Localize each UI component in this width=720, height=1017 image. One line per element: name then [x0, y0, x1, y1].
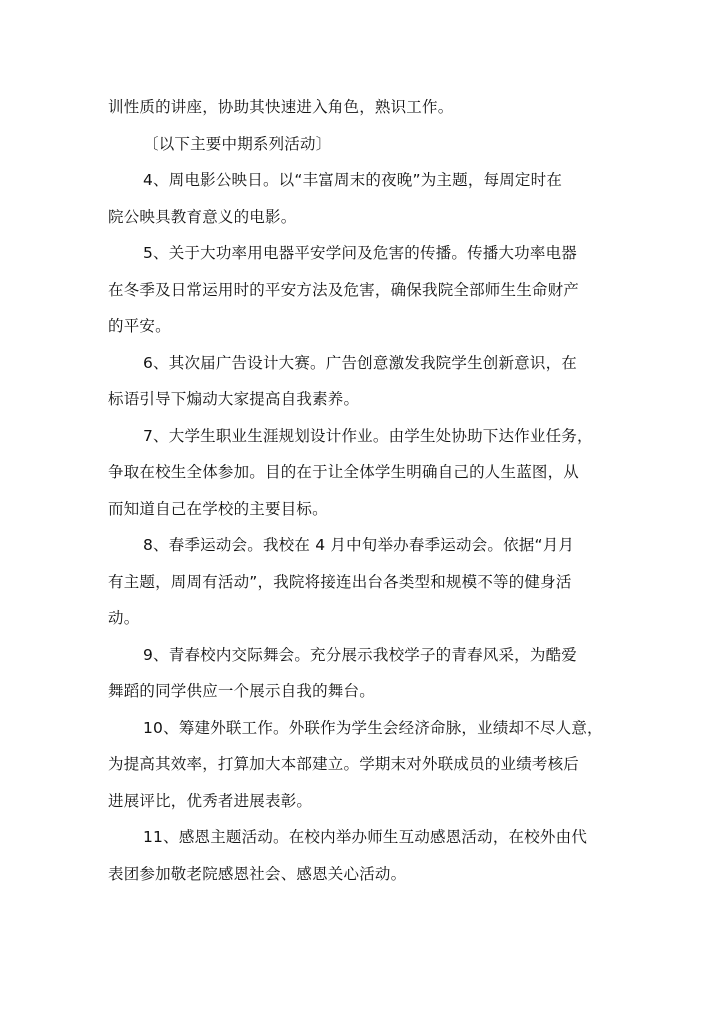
text-line: 表团参加敬老院感恩社会、感恩关心活动。 [108, 864, 407, 883]
paragraph-section-note [108, 126, 622, 163]
text-line: 8、春季运动会。我校在 4 月中旬举办春季运动会。依据“月月 [143, 536, 575, 554]
text-line: 动。 [108, 609, 140, 627]
document-body [108, 89, 622, 892]
text-line: 的平安。 [108, 317, 171, 335]
text-line: 11、感恩主题活动。在校内举办师生互动感恩活动，在校外由代 [143, 828, 588, 846]
paragraph-item-5 [108, 235, 622, 345]
text-line: 院公映具教育意义的电影。 [108, 207, 297, 226]
paragraph-item-9 [108, 637, 622, 710]
paragraph-item-6 [108, 345, 622, 418]
text-line: 为提高其效率，打算加大本部建立。学期末对外联成员的业绩考核后 [108, 755, 580, 773]
text-line: 训性质的讲座，协助其快速进入角色，熟识工作。 [108, 98, 454, 116]
paragraph-item-10 [108, 710, 622, 820]
text-line: 而知道自己在学校的主要目标。 [108, 499, 328, 518]
text-line: 9、青春校内交际舞会。充分展示我校学子的青春风采，为酷爱 [143, 645, 577, 664]
text-line: 〔以下主要中期系列活动〕 [143, 134, 332, 153]
text-line: 标语引导下煽动大家提高自我素养。 [108, 390, 360, 408]
text-line: 有主题，周周有活动”，我院将接连出台各类型和规模不等的健身活 [108, 572, 572, 591]
text-line: 在冬季及日常运用时的平安方法及危害，确保我院全部师生生命财产 [108, 280, 580, 299]
text-line: 4、周电影公映日。以“丰富周末的夜晚”为主题，每周定时在 [143, 171, 563, 189]
text-line: 进展评比，优秀者进展表彰。 [108, 791, 313, 810]
paragraph-item-11 [108, 819, 622, 892]
text-line: 5、关于大功率用电器平安学问及危害的传播。传播大功率电器 [143, 244, 577, 262]
paragraph-item-7 [108, 418, 622, 528]
text-line: 10、筹建外联工作。外联作为学生会经济命脉，业绩却不尽人意， [143, 718, 603, 737]
text-line: 舞蹈的同学供应一个展示自我的舞台。 [108, 682, 375, 700]
text-line: 7、大学生职业生涯规划设计作业。由学生处协助下达作业任务， [143, 426, 593, 445]
paragraph-intro-continuation [108, 89, 622, 126]
paragraph-item-4 [108, 162, 622, 235]
paragraph-item-8 [108, 527, 622, 637]
text-line: 6、其次届广告设计大赛。广告创意激发我院学生创新意识，在 [143, 353, 577, 372]
text-line: 争取在校生全体参加。目的在于让全体学生明确自己的人生蓝图，从 [108, 463, 580, 481]
